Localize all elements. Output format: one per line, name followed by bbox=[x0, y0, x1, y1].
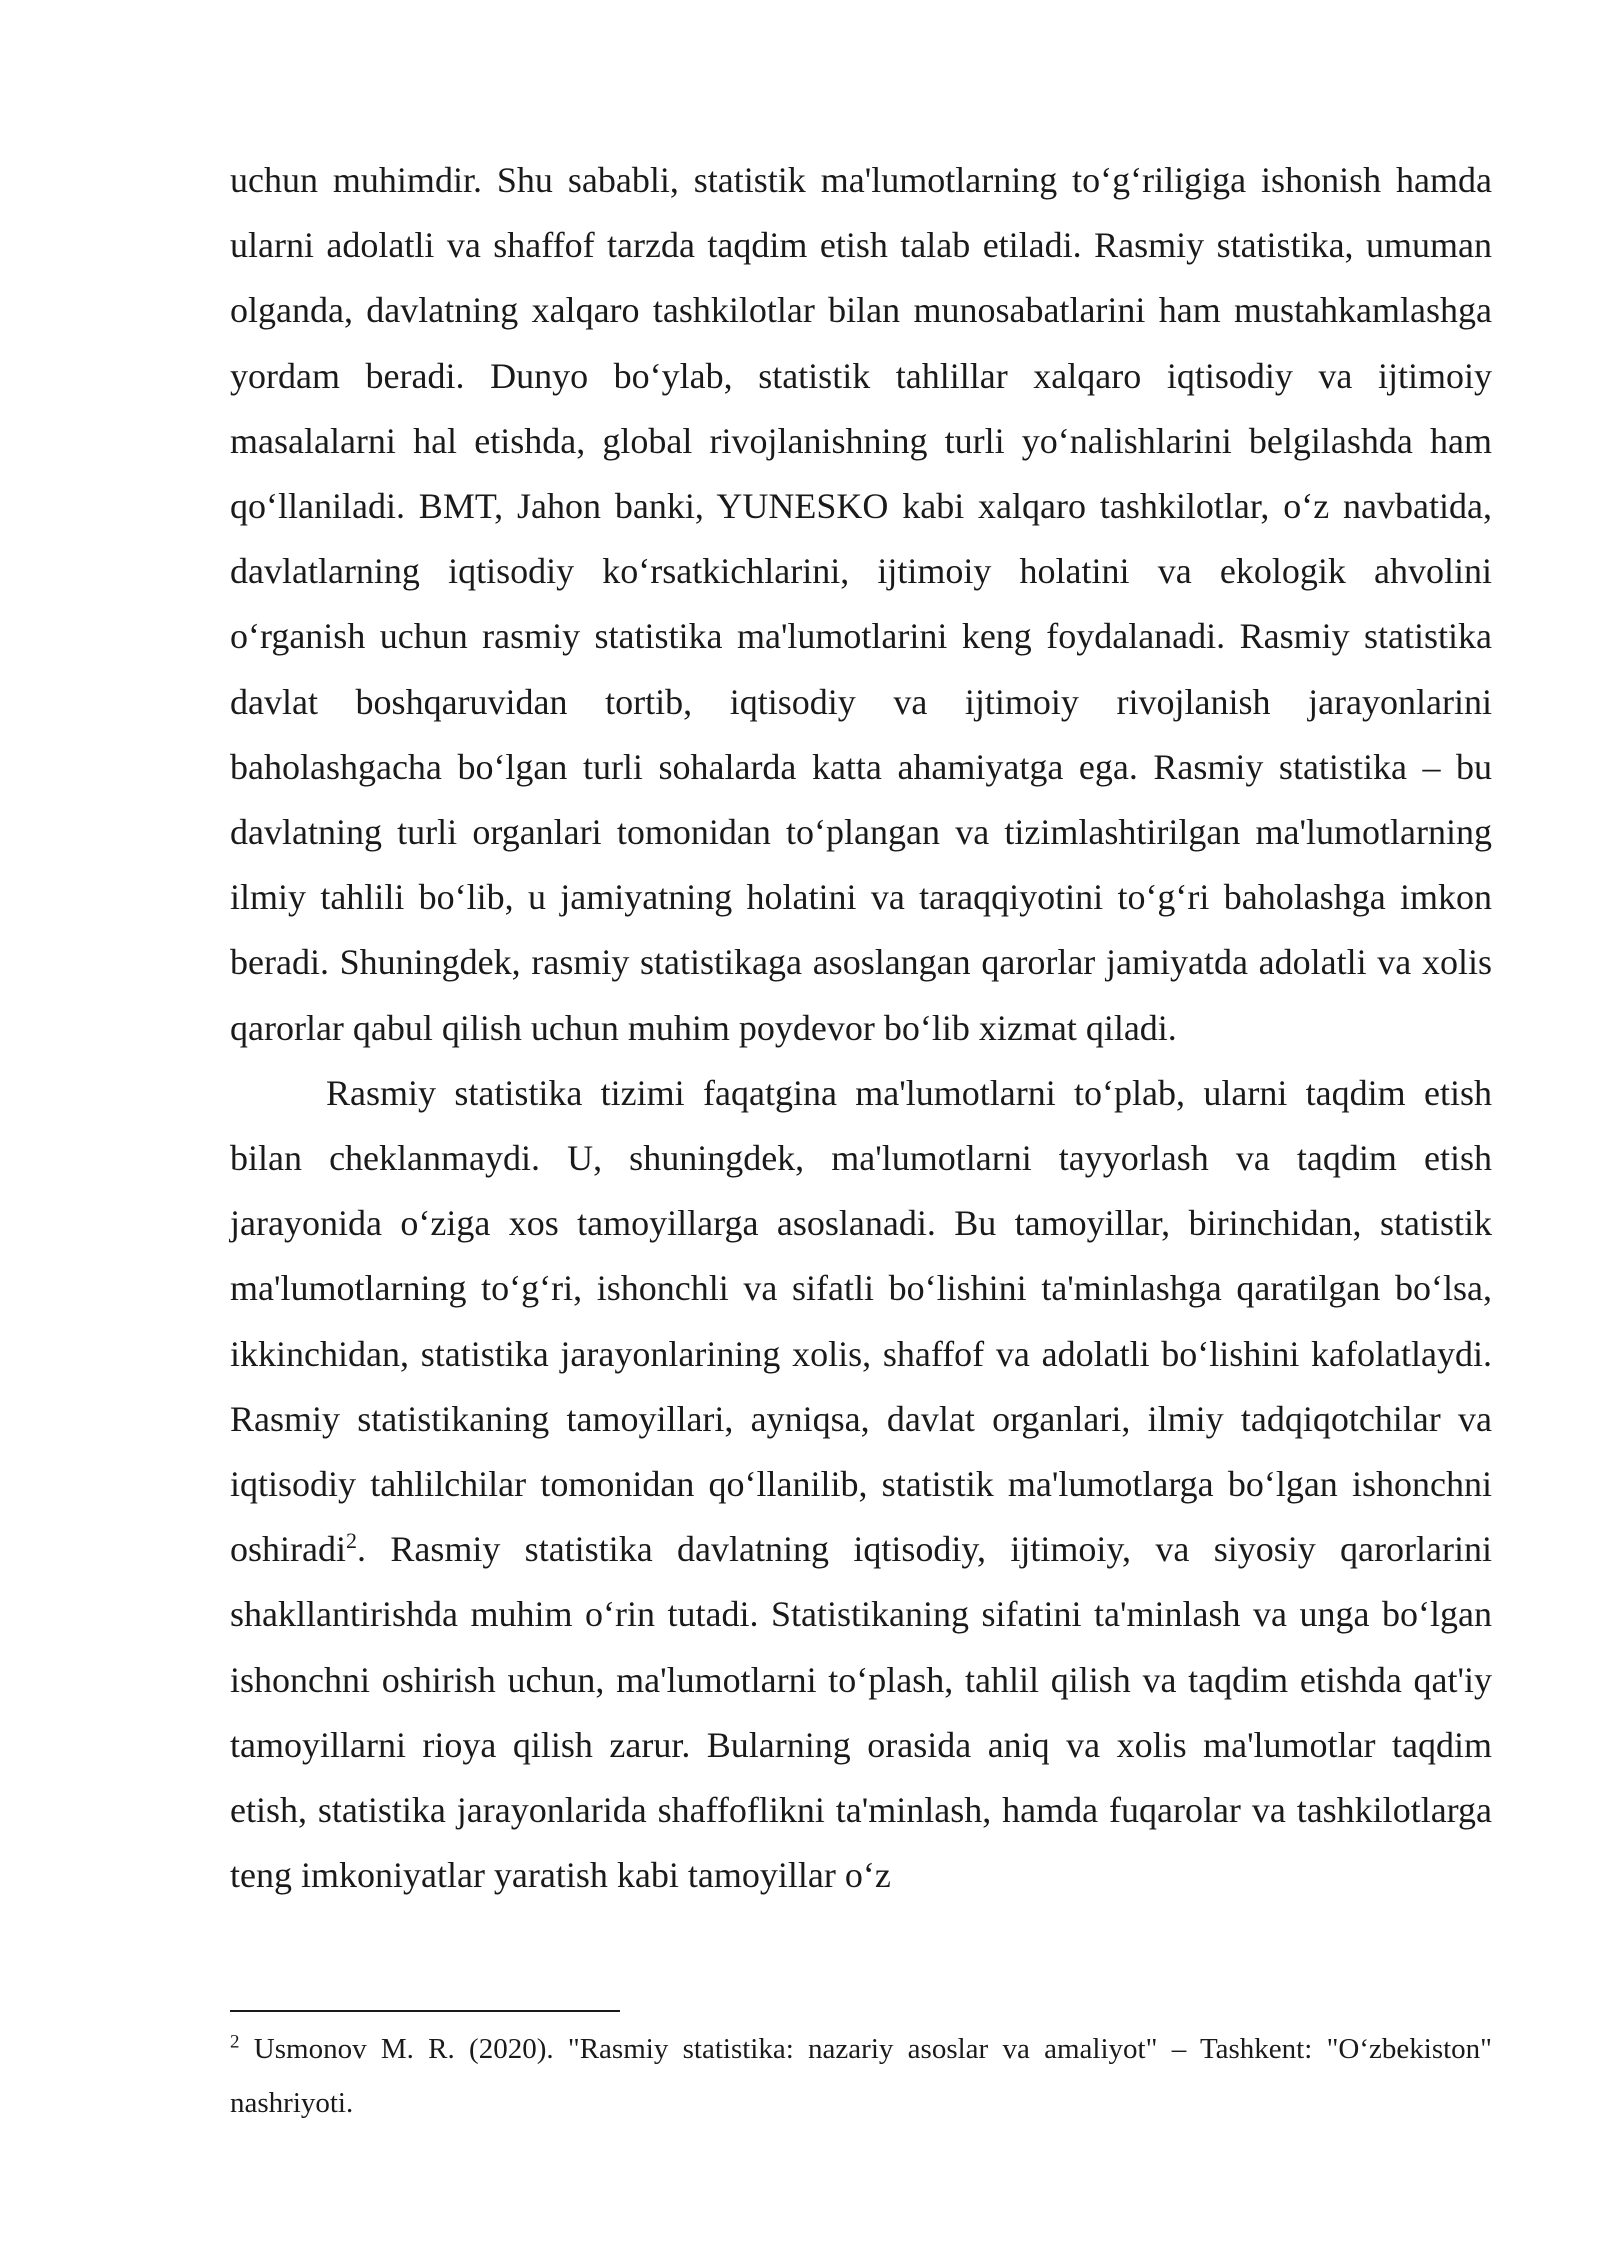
footnote bbox=[230, 2022, 1492, 2130]
footnote-text: Usmonov M. R. (2020). "Rasmiy statistika: nazariy asoslar va amaliyot" – Tashkent: "O‘zbekiston" nashriyoti. bbox=[230, 2033, 1492, 2119]
paragraph-2-text-after-ref: . Rasmiy statistika davlatning iqtisodiy, ijtimoiy, va siyosiy qarorlarini shakllantirishda muhim o‘rin tutadi. Statistikaning sifatini ta'minlash va unga bo‘lgan ishonchni oshirish uchun, ma'lumotlarni to‘plash, tahlil qilish va taqdim etishda qat'iy tamoyillarni rioya qilish zarur. Bularning orasida aniq va xolis ma'lumotlar taqdim etish, statistika jarayonlarida shaffoflikni ta'minlash, hamda fuqarolar va tashkilotlarga teng imkoniyatlar yaratish kabi tamoyillar o‘z bbox=[230, 1529, 1492, 1896]
footnote-separator bbox=[230, 2010, 620, 2012]
paragraph-1: uchun muhimdir. Shu sababli, statistik ma'lumotlarning to‘g‘riligiga ishonish hamda ularni adolatli va shaffof tarzda taqdim etish talab etiladi. Rasmiy statistika, umuman olganda, davlatning xalqaro tashkilotlar bilan munosabatlarini ham mustahkamlashga yordam beradi. Dunyo bo‘ylab, statistik tahlillar xalqaro iqtisodiy va ijtimoiy masalalarni hal etishda, global rivojlanishning turli yo‘nalishlarini belgilashda ham qo‘llaniladi. BMT, Jahon banki, YUNESKO kabi xalqaro tashkilotlar, o‘z navbatida, davlatlarning iqtisodiy ko‘rsatkichlarini, ijtimoiy holatini va ekologik ahvolini o‘rganish uchun rasmiy statistika ma'lumotlarini keng foydalanadi. Rasmiy statistika davlat boshqaruvidan tortib, iqtisodiy va ijtimoiy rivojlanish jarayonlarini baholashgacha bo‘lgan turli sohalarda katta ahamiyatga ega. Rasmiy statistika – bu davlatning turli organlari tomonidan to‘plangan va tizimlashtirilgan ma'lumotlarning ilmiy tahlili bo‘lib, u jamiyatning holatini va taraqqiyotini to‘g‘ri baholashga imkon beradi. Shuningdek, rasmiy statistikaga asoslangan qarorlar jamiyatda adolatli va xolis qarorlar qabul qilish uchun muhim poydevor bo‘lib xizmat qiladi. bbox=[230, 160, 1492, 1048]
paragraph-2-text-before-ref: Rasmiy statistika tizimi faqatgina ma'lumotlarni to‘plab, ularni taqdim etish bilan cheklanmaydi. U, shuningdek, ma'lumotlarni tayyorlash va taqdim etish jarayonida o‘ziga xos tamoyillarga asoslanadi. Bu tamoyillar, birinchidan, statistik ma'lumotlarning to‘g‘ri, ishonchli va sifatli bo‘lishini ta'minlashga qaratilgan bo‘lsa, ikkinchidan, statistika jarayonlarining xolis, shaffof va adolatli bo‘lishini kafolatlaydi. Rasmiy statistikaning tamoyillari, ayniqsa, davlat organlari, ilmiy tadqiqotchilar va iqtisodiy tahlilchilar tomonidan qo‘llanilib, statistik ma'lumotlarga bo‘lgan ishonchni oshiradi bbox=[230, 1072, 1492, 1570]
body-text bbox=[230, 148, 1492, 1908]
footnote-mark: 2 bbox=[230, 2031, 240, 2053]
footnote-reference[interactable]: 2 bbox=[345, 1528, 357, 1554]
paragraph-2 bbox=[230, 1061, 1492, 1909]
